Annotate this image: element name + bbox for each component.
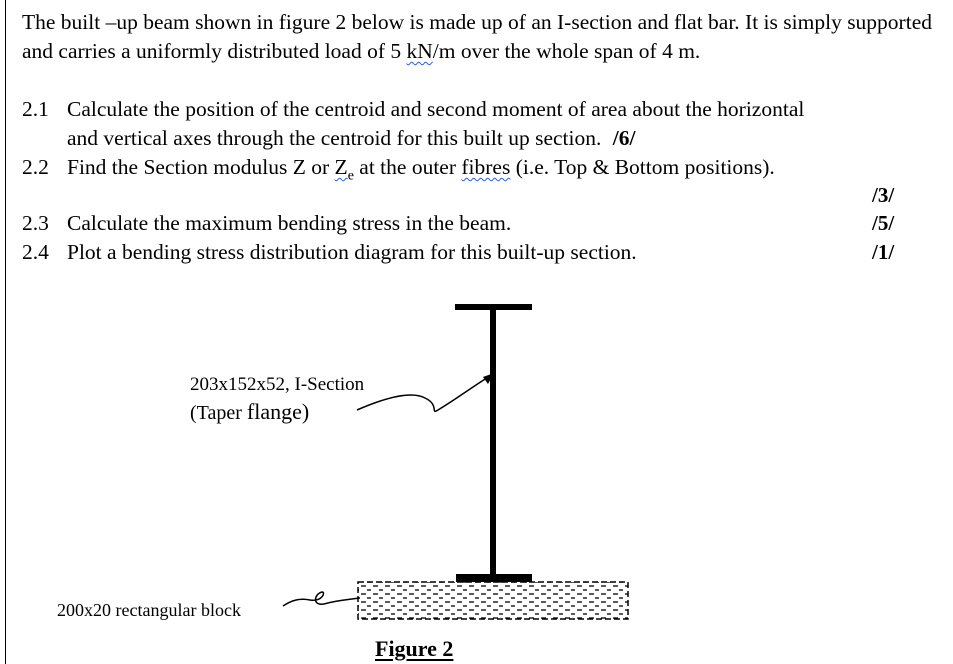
question-number: 2.1	[22, 97, 49, 121]
label-part: (Taper	[190, 402, 247, 424]
text-part: at the outer	[353, 155, 462, 179]
question-text: Calculate the maximum bending stress in the beam.	[67, 211, 512, 235]
question-text: Plot a bending stress distribution diagram for this built-up section.	[67, 240, 637, 264]
question-number: 2.3	[22, 211, 49, 235]
figure-caption: Figure 2	[375, 636, 454, 661]
z-letter: Z	[334, 155, 348, 179]
text-part: (i.e. Top & Bottom positions).	[510, 155, 775, 179]
i-section-bottom-flange	[456, 574, 532, 582]
block-label: 200x20 rectangular block	[57, 600, 241, 620]
question-2-4-mark: /1/	[872, 240, 895, 264]
rectangular-block	[358, 582, 628, 619]
question-number: 2.4	[22, 240, 49, 264]
question-mark: /6/	[612, 126, 636, 150]
i-section-label-line-2	[190, 400, 309, 425]
i-section-leader-line	[357, 376, 490, 411]
question-number: 2.2	[22, 155, 49, 179]
i-section-label-line-1: 203x152x52, I-Section	[190, 374, 365, 395]
question-2-2-mark: /3/	[872, 183, 895, 207]
fibres-word: fibres	[461, 155, 511, 179]
label-part: flange)	[246, 399, 310, 424]
question-text: Calculate the position of the centroid and second moment of area about the horizontal	[67, 97, 805, 121]
text-part: Find the Section modulus Z or	[67, 155, 335, 179]
intro-unit-kn: kN	[406, 39, 433, 63]
intro-text-b: /m over the whole span of 4 m.	[432, 39, 701, 63]
i-section-web	[490, 308, 496, 580]
block-leader-line	[283, 592, 360, 606]
z-subscript: e	[347, 168, 354, 184]
question-text: and vertical axes through the centroid for this built up section.	[67, 126, 602, 150]
intro-text-a: The built –up beam shown in figure 2 below is made up of an I-section and flat bar. It is simply supported and carries a uniformly distributed load of 5	[22, 10, 932, 63]
question-2-3-mark: /5/	[872, 211, 895, 235]
